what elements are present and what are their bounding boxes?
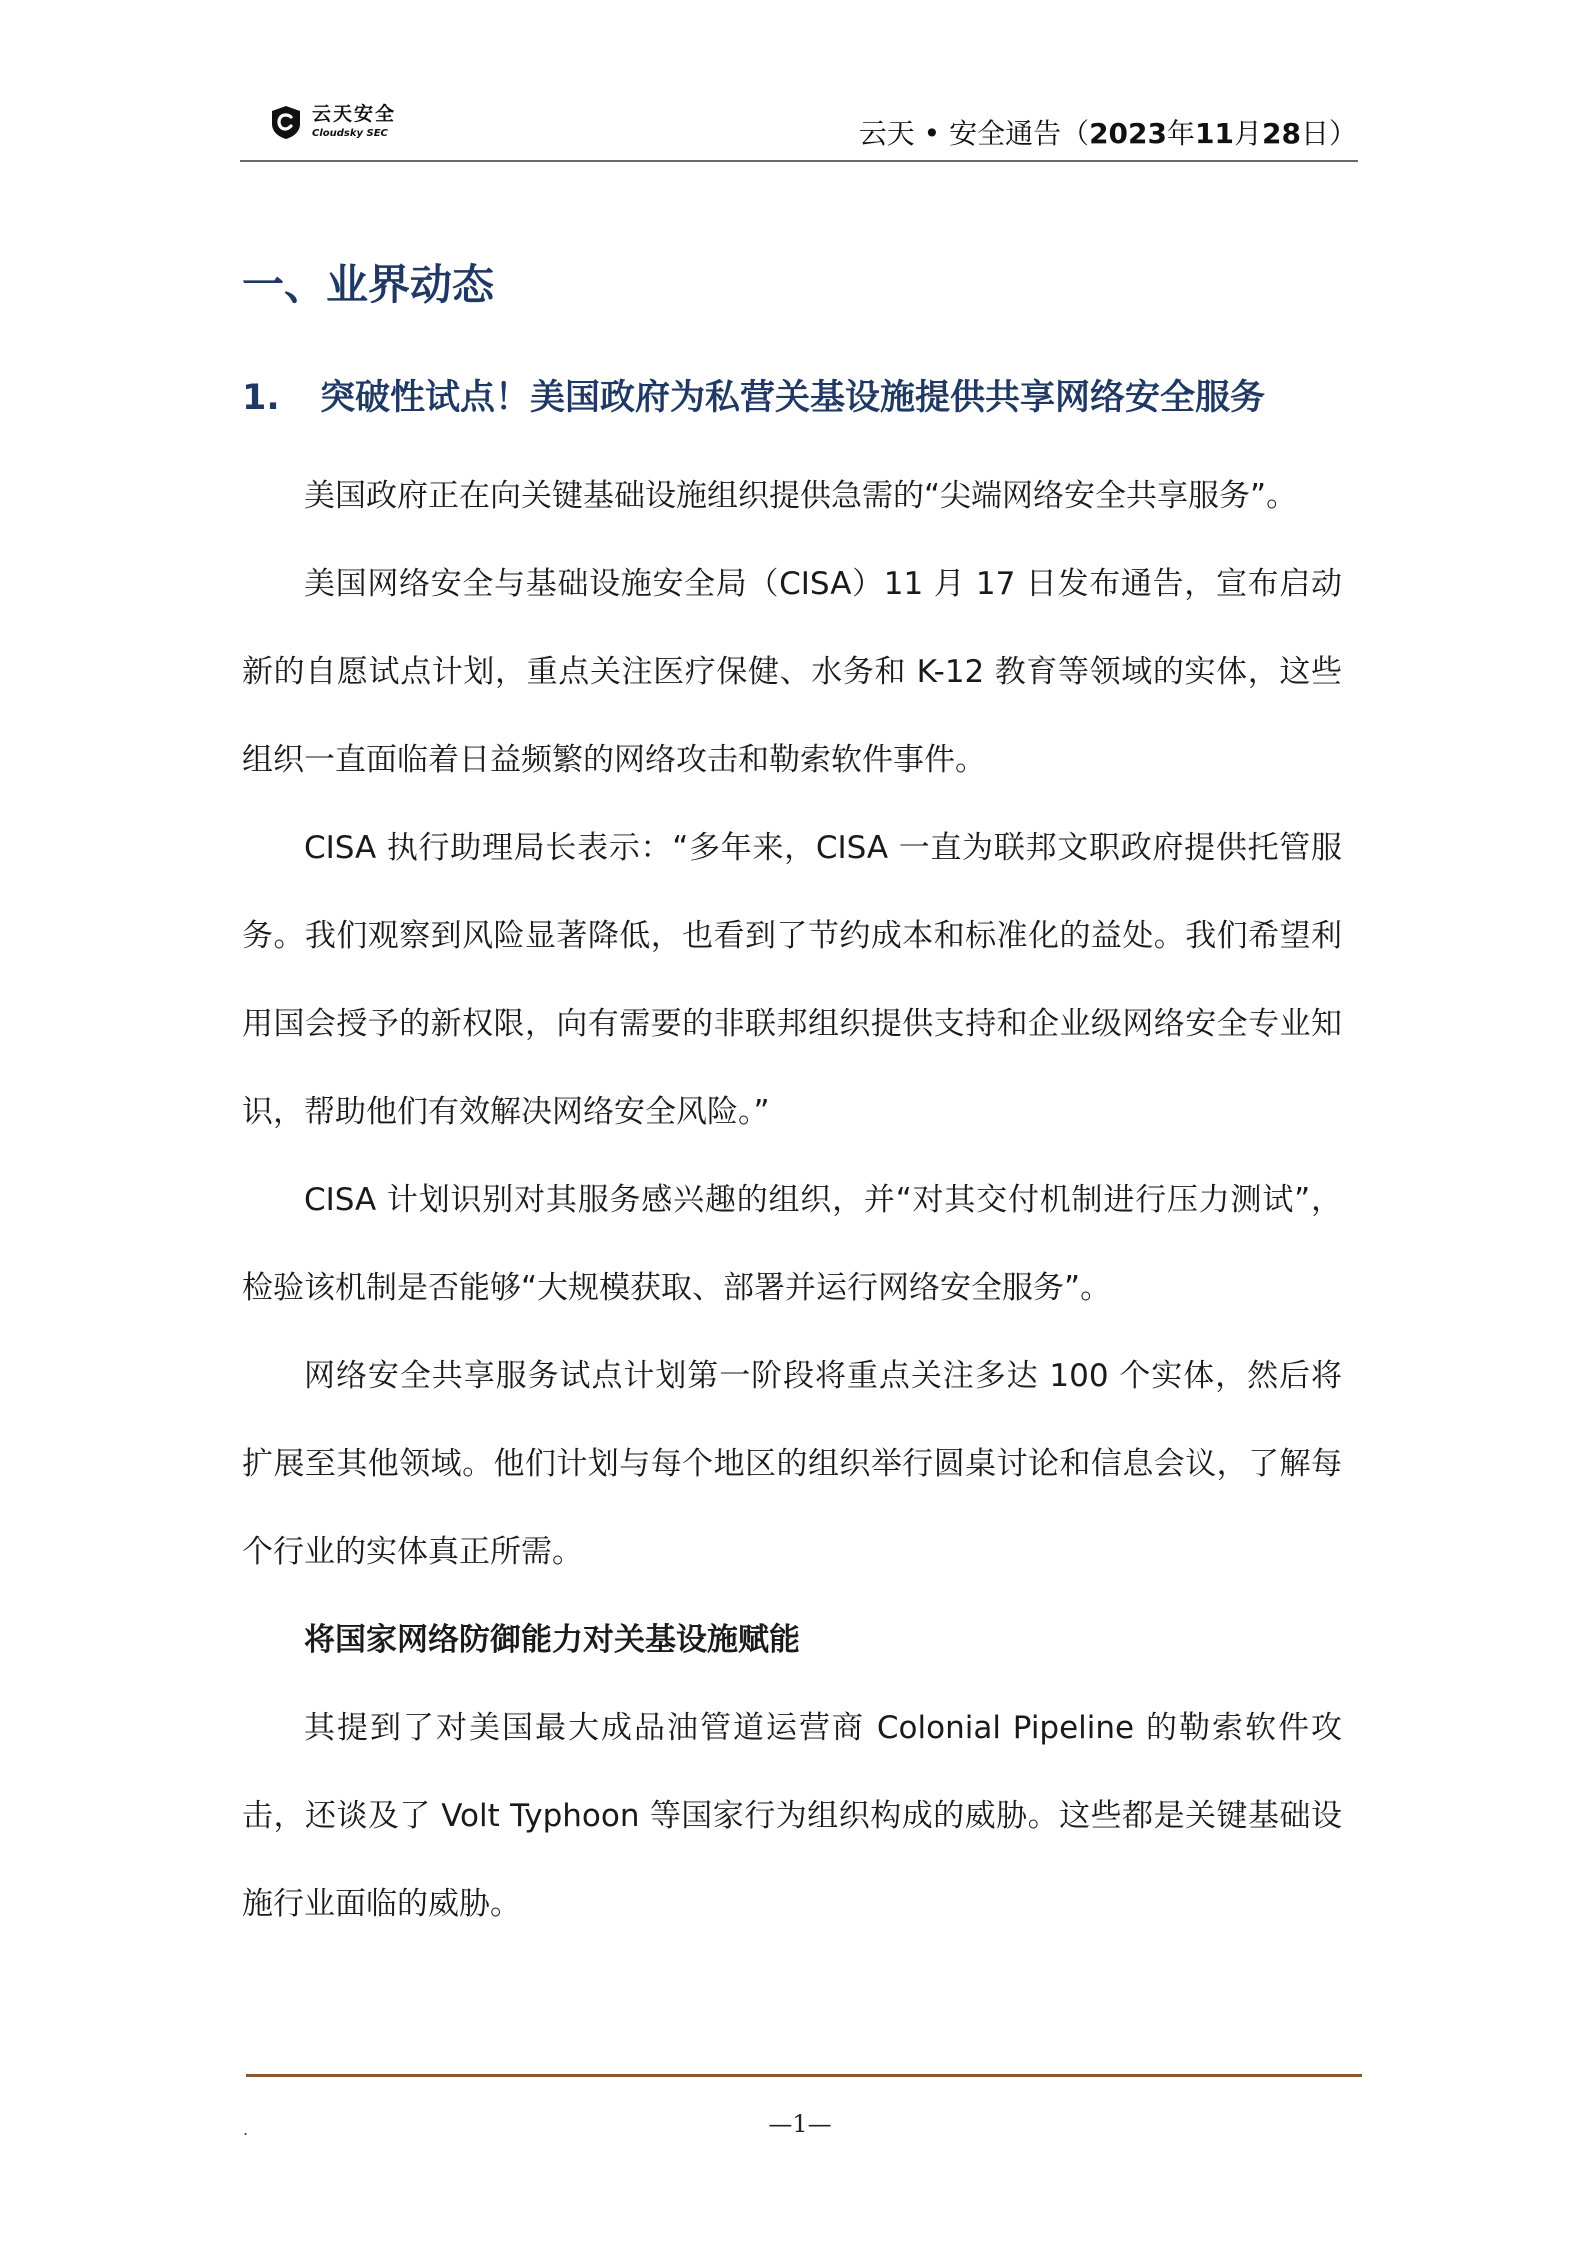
section-heading: 一、业界动态 [242,260,495,309]
header-title-suffix: 日） [1300,117,1357,150]
logo-chinese-name: 云天安全 [312,103,397,125]
header-day: 28 [1262,117,1301,150]
paragraph: 其提到了对美国最大成品油管道运营商 Colonial Pipeline 的勒索软件攻击，还谈及了 Volt Typhoon 等国家行为组织构成的威胁。这些都是关键基础设施行业面临的威胁。 [242,1710,1342,1922]
paragraph: CISA 计划识别对其服务感兴趣的组织，并“对其交付机制进行压力测试”，检验该机制是否能够“大规模获取、部署并运行网络安全服务”。 [242,1182,1342,1306]
paragraph: 美国政府正在向关键基础设施组织提供急需的“尖端网络安全共享服务”。 [304,478,1298,514]
cloudsky-logo-icon [268,104,304,140]
header-month-unit: 月 [1234,117,1263,150]
paragraph: CISA 执行助理局长表示：“多年来，CISA 一直为联邦文职政府提供托管服务。我们观察到风险显著降低，也看到了节约成本和标准化的益处。我们希望利用国会授予的新权限，向有需要的非联邦组织提供支持和企业级网络安全专业知识，帮助他们有效解决网络安全风险。” [242,830,1342,1130]
logo-english-name: Cloudsky SEC [312,128,388,139]
logo-text [312,105,396,139]
header-year: 2023 [1089,117,1168,150]
header-title [859,112,1357,152]
article-subheading: 将国家网络防御能力对关基设施赋能 [304,1622,800,1658]
paragraph: 网络安全共享服务试点计划第一阶段将重点关注多达 100 个实体，然后将扩展至其他领域。他们计划与每个地区的组织举行圆桌讨论和信息会议，了解每个行业的实体真正所需。 [242,1358,1342,1570]
header-divider [240,160,1358,162]
header-year-unit: 年 [1167,117,1196,150]
header-month: 11 [1195,117,1234,150]
footer-divider [246,2074,1362,2077]
article-body [242,452,1342,1948]
paragraph: 美国网络安全与基础设施安全局（CISA）11 月 17 日发布通告，宣布启动新的自愿试点计划，重点关注医疗保健、水务和 K-12 教育等领域的实体，这些组织一直面临着日益频繁的网络攻击和勒索软件事件。 [242,566,1342,778]
page-number: —1— [768,2110,832,2138]
article-heading [242,370,1352,420]
footer-dot: . [243,2120,249,2139]
cloudsky-logo [268,98,396,146]
article-number: 1. [242,378,280,418]
header-title-prefix: 云天 • 安全通告（ [858,117,1090,150]
article-title: 突破性试点！美国政府为私营关基设施提供共享网络安全服务 [320,378,1266,418]
